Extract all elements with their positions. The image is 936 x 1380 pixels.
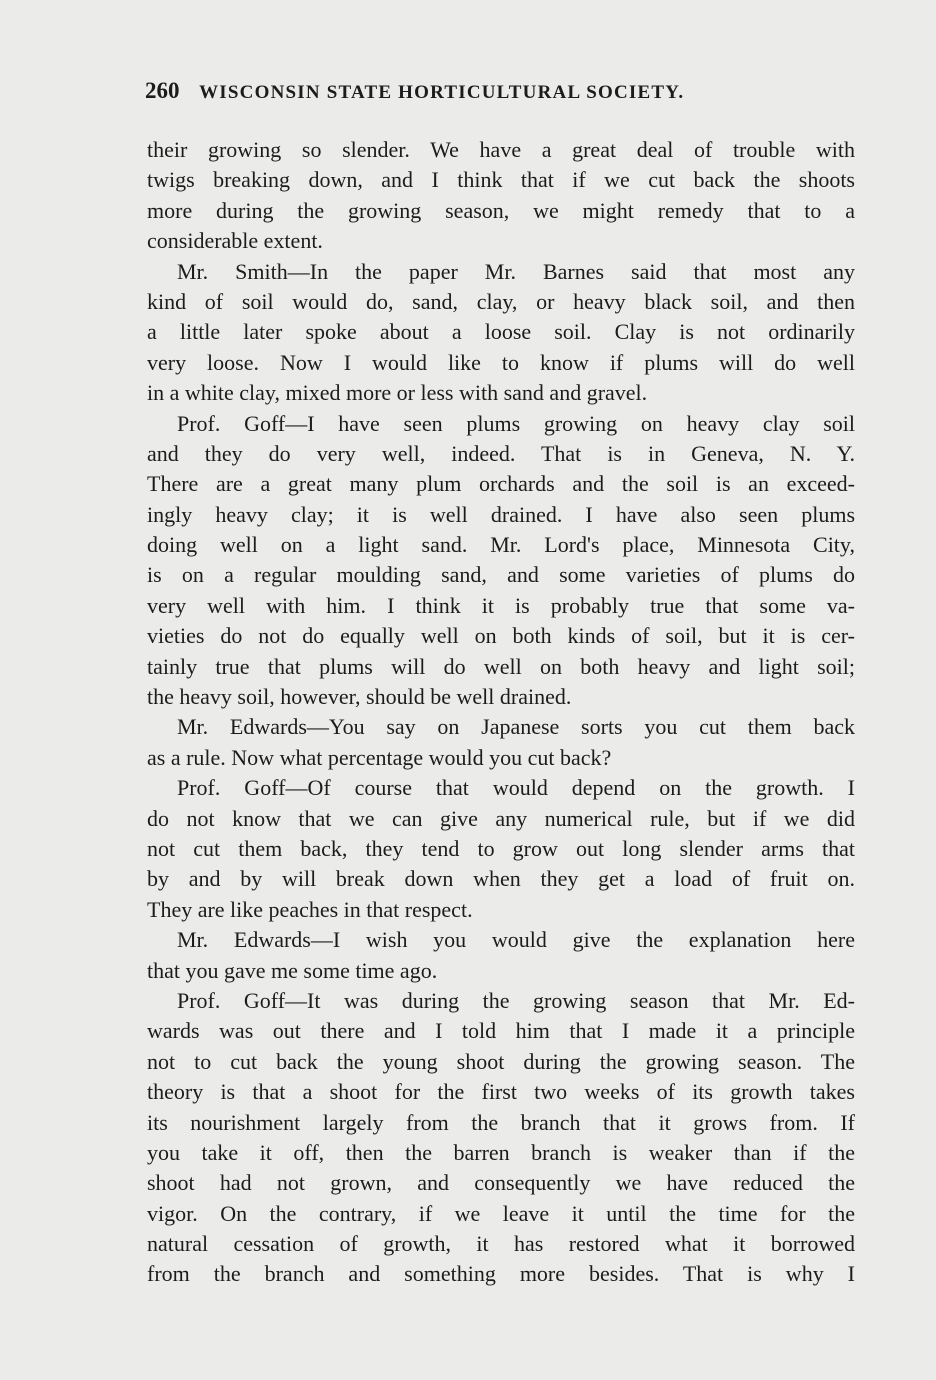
text-line: very loose. Now I would like to know if plums will do well — [147, 349, 855, 375]
text-line: wards was out there and I told him that I made it a principle — [147, 1018, 855, 1044]
text-line: in a white clay, mixed more or less with sand and gravel. — [147, 380, 648, 406]
text-line: not to cut back the young shoot during the growing season. The — [147, 1048, 855, 1074]
text-line: vieties do not do equally well on both kinds of soil, but it is cer- — [147, 623, 855, 649]
text-line: considerable extent. — [147, 228, 323, 254]
text-line: natural cessation of growth, it has restored what it borrowed — [147, 1231, 855, 1257]
text-line: the heavy soil, however, should be well drained. — [147, 684, 572, 710]
text-line: not cut them back, they tend to grow out long slender arms that — [147, 835, 855, 861]
running-head — [145, 78, 845, 112]
text-line: you take it off, then the barren branch is weaker than if the — [147, 1139, 855, 1165]
text-line: very well with him. I think it is probably true that some va- — [147, 592, 855, 618]
text-line: a little later spoke about a loose soil. Clay is not ordinarily — [147, 319, 855, 345]
running-head-title: WISCONSIN STATE HORTICULTURAL SOCIETY. — [199, 82, 685, 103]
text-line: twigs breaking down, and I think that if we cut back the shoots — [147, 167, 855, 193]
text-line: as a rule. Now what percentage would you cut back? — [147, 744, 612, 770]
text-line: is on a regular moulding sand, and some varieties of plums do — [147, 562, 855, 588]
text-line: ingly heavy clay; it is well drained. I have also seen plums — [147, 501, 855, 527]
text-line: doing well on a light sand. Mr. Lord's place, Minnesota City, — [147, 532, 855, 558]
text-line: They are like peaches in that respect. — [147, 896, 473, 922]
text-line: Prof. Goff—It was during the growing season that Mr. Ed- — [177, 987, 855, 1013]
text-line: tainly true that plums will do well on both heavy and light soil; — [147, 653, 855, 679]
text-line: and they do very well, indeed. That is in Geneva, N. Y. — [147, 440, 855, 466]
text-line: shoot had not grown, and consequently we have reduced the — [147, 1170, 855, 1196]
text-line: theory is that a shoot for the first two weeks of its growth takes — [147, 1079, 855, 1105]
text-line: more during the growing season, we might remedy that to a — [147, 197, 855, 223]
text-line: Prof. Goff—I have seen plums growing on heavy clay soil — [177, 410, 855, 436]
body-text — [147, 135, 855, 1290]
text-line: Mr. Smith—In the paper Mr. Barnes said that most any — [177, 258, 855, 284]
text-line: from the branch and something more besides. That is why I — [147, 1261, 855, 1287]
text-line: kind of soil would do, sand, clay, or heavy black soil, and then — [147, 288, 855, 314]
text-line: do not know that we can give any numerical rule, but if we did — [147, 805, 855, 831]
text-line: Prof. Goff—Of course that would depend on the growth. I — [177, 775, 855, 801]
text-line: Mr. Edwards—You say on Japanese sorts you cut them back — [177, 714, 855, 740]
text-line: There are a great many plum orchards and the soil is an exceed- — [147, 471, 855, 497]
text-line: by and by will break down when they get a load of fruit on. — [147, 866, 855, 892]
page-number: 260 — [145, 78, 180, 103]
text-line: its nourishment largely from the branch that it grows from. If — [147, 1109, 855, 1135]
text-line: vigor. On the contrary, if we leave it until the time for the — [147, 1200, 855, 1226]
text-line: their growing so slender. We have a great deal of trouble with — [147, 137, 855, 162]
text-line: Mr. Edwards—I wish you would give the explanation here — [177, 927, 855, 953]
text-line: that you gave me some time ago. — [147, 957, 438, 983]
